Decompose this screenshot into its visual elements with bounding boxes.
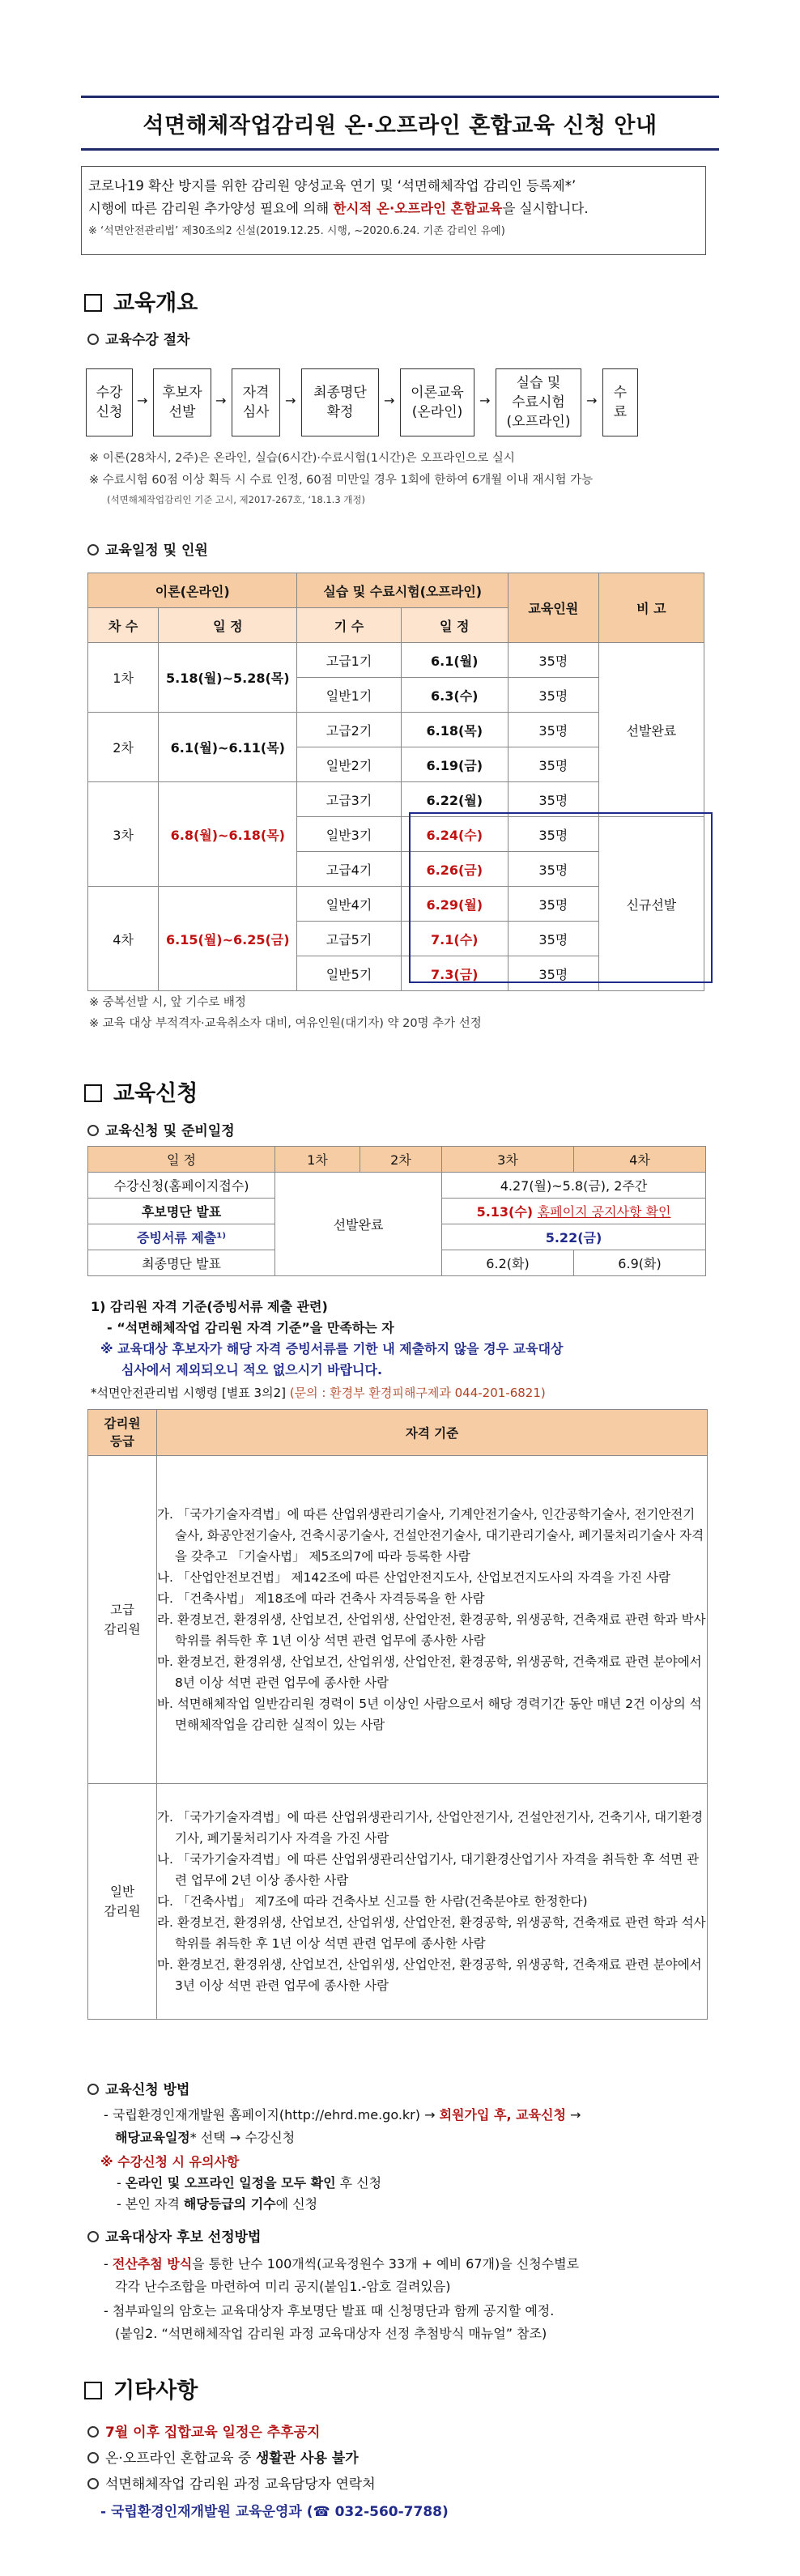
online-date: 6.15(월)~6.25(금) bbox=[159, 887, 297, 991]
criteria-item: 다. 「건축사법」 제7조에 따라 건축사보 신고를 한 사람(건축분야로 한정한다) bbox=[157, 1894, 588, 1909]
header-r1: 1차 bbox=[275, 1147, 360, 1173]
header-people: 교육인원 bbox=[508, 573, 598, 643]
arrow-icon: → bbox=[586, 393, 598, 408]
criteria-item: 라. 환경보건, 환경위생, 산업보건, 산업위생, 산업안전, 환경공학, 위생공학, 건축재료 관련 학과 박사 학위를 취득한 후 1년 이상 석면 관련 업무에 종사한 사람 bbox=[157, 1612, 706, 1648]
flow-step: 수강 신청 bbox=[86, 368, 133, 436]
table-row bbox=[88, 643, 704, 678]
header-date: 일 정 bbox=[159, 608, 297, 643]
etc-line-1: 7월 이후 집합교육 일정은 추후공지 bbox=[87, 2421, 320, 2444]
circle-bullet-icon bbox=[87, 1125, 99, 1136]
square-icon bbox=[84, 2382, 102, 2399]
header-r4: 4차 bbox=[574, 1147, 706, 1173]
term-cell: 고급5기 bbox=[297, 922, 401, 956]
criteria-item: 나. 「국가기술자격법」에 따른 산업위생관리산업기사, 대기환경산업기사 자격을 취득한 후 석면 관련 업무에 2년 이상 종사한 사람 bbox=[157, 1852, 700, 1888]
note-selected: 선발완료 bbox=[598, 643, 704, 817]
header-date2: 일 정 bbox=[401, 608, 508, 643]
circle-bullet-icon bbox=[87, 334, 99, 345]
law-reference: *석면안전관리법 시행령 [별표 3의2] (문의 : 환경부 환경피해구제과 044-201-6821) bbox=[91, 1386, 546, 1400]
header-term: 기 수 bbox=[297, 608, 401, 643]
round-cell: 4차 bbox=[88, 887, 159, 991]
circle-bullet-icon bbox=[87, 2478, 99, 2489]
phone-icon: (☎ 032-560-7788) bbox=[306, 2504, 449, 2520]
flow-note-1: ※ 이론(28차시, 2주)은 온라인, 실습(6시간)·수료시험(1시간)은 오프라인으로 실시 bbox=[89, 452, 515, 465]
term-cell: 일반5기 bbox=[297, 956, 401, 991]
level-normal: 일반 감리원 bbox=[88, 1784, 157, 2020]
people-cell: 35명 bbox=[508, 852, 598, 887]
people-cell: 35명 bbox=[508, 817, 598, 852]
flow-subtitle: 교육수강 절차 bbox=[87, 328, 189, 348]
offline-date: 6.3(수) bbox=[401, 678, 508, 713]
criteria-item: 나. 「산업안전보건법」 제142조에 따른 산업안전지도사, 산업보건지도사의 자격을 가진 사람 bbox=[157, 1570, 670, 1585]
header-offline: 실습 및 수료시험(오프라인) bbox=[297, 573, 508, 608]
people-cell: 35명 bbox=[508, 747, 598, 782]
select-line-2: 각각 난수조합을 마련하여 미리 공지(붙임1.-암호 걸려있음) bbox=[115, 2279, 451, 2294]
term-cell: 고급1기 bbox=[297, 643, 401, 678]
people-cell: 35명 bbox=[508, 956, 598, 991]
header-level: 감리원 등급 bbox=[88, 1410, 157, 1456]
arrow-icon: → bbox=[215, 393, 227, 408]
etc-line-2: 온·오프라인 혼합교육 중 생활관 사용 불가 bbox=[87, 2447, 359, 2470]
square-icon bbox=[84, 294, 102, 312]
people-cell: 35명 bbox=[508, 643, 598, 678]
section-title-apply: 교육신청 bbox=[84, 1075, 198, 1107]
header-r3: 3차 bbox=[442, 1147, 574, 1173]
footnote-b1: ※ 교육대상 후보자가 해당 자격 증빙서류를 기한 내 제출하지 않을 경우 교육대상 bbox=[100, 1341, 564, 1356]
criteria-item: 라. 환경보건, 환경위생, 산업보건, 산업위생, 산업안전, 환경공학, 위생공학, 건축재료 관련 학과 석사 학위를 취득한 후 1년 이상 석면 관련 업무에 종사한 사람 bbox=[157, 1915, 706, 1951]
arrow-icon: → bbox=[384, 393, 395, 408]
header-schedule: 일 정 bbox=[88, 1147, 275, 1173]
method-subtitle: 교육신청 방법 bbox=[87, 2078, 189, 2098]
online-date: 6.8(월)~6.18(목) bbox=[159, 782, 297, 887]
offline-date: 6.22(월) bbox=[401, 782, 508, 817]
qualification-table bbox=[87, 1409, 708, 2020]
term-cell: 일반4기 bbox=[297, 887, 401, 922]
new-selection-frame bbox=[409, 812, 713, 983]
flow-step: 실습 및 수료시험 (오프라인) bbox=[496, 368, 581, 436]
term-cell: 고급3기 bbox=[297, 782, 401, 817]
criteria-item: 마. 환경보건, 환경위생, 산업보건, 산업위생, 산업안전, 환경공학, 위생공학, 건축재료 관련 분야에서 3년 이상 석면 관련 업무에 종사한 사람 bbox=[157, 1957, 702, 1993]
final-date-3: 6.2(화) bbox=[442, 1250, 574, 1276]
select-line-4: (붙임2. “석면해체작업 감리원 과정 교육대상자 선정 추첨방식 매뉴얼” 참조) bbox=[115, 2326, 547, 2341]
method-line-4: - 온라인 및 오프라인 일정을 모두 확인 후 신청 bbox=[117, 2175, 382, 2191]
offline-date: 6.24(수) bbox=[401, 817, 508, 852]
row-label: 최종명단 발표 bbox=[88, 1250, 275, 1276]
offline-date: 6.1(월) bbox=[401, 643, 508, 678]
round-cell: 2차 bbox=[88, 713, 159, 782]
apply-dates: 4.27(월)~5.8(금), 2주간 bbox=[442, 1173, 706, 1199]
table-row bbox=[88, 1456, 708, 1784]
schedule-foot-1: ※ 중복선발 시, 앞 기수로 배정 bbox=[89, 996, 246, 1009]
normal-criteria bbox=[157, 1784, 708, 2020]
flow-step: 수 료 bbox=[602, 368, 638, 436]
people-cell: 35명 bbox=[508, 887, 598, 922]
people-cell: 35명 bbox=[508, 713, 598, 747]
header-round: 차 수 bbox=[88, 608, 159, 643]
offline-date: 6.18(목) bbox=[401, 713, 508, 747]
header-standard: 자격 기준 bbox=[157, 1410, 708, 1456]
method-line-1: - 국립환경인재개발원 홈페이지(http://ehrd.me.go.kr) → 회원가입 후, 교육신청 → bbox=[104, 2107, 581, 2123]
term-cell: 고급2기 bbox=[297, 713, 401, 747]
row-label: 후보명단 발표 bbox=[88, 1199, 275, 1224]
people-cell: 35명 bbox=[508, 678, 598, 713]
note-new: 신규선발 bbox=[598, 817, 704, 991]
high-criteria bbox=[157, 1456, 708, 1784]
method-line-5: - 본인 자격 해당등급의 기수에 신청 bbox=[117, 2196, 318, 2212]
offline-date: 6.26(금) bbox=[401, 852, 508, 887]
header-note: 비 고 bbox=[598, 573, 704, 643]
online-date: 6.1(월)~6.11(목) bbox=[159, 713, 297, 782]
select-subtitle: 교육대상자 후보 선정방법 bbox=[87, 2225, 261, 2246]
row-label: 수강신청(홈페이지접수) bbox=[88, 1173, 275, 1199]
apply-done: 선발완료 bbox=[275, 1173, 442, 1276]
circle-bullet-icon bbox=[87, 544, 99, 556]
level-high: 고급 감리원 bbox=[88, 1456, 157, 1784]
intro-box bbox=[81, 166, 706, 255]
arrow-icon: → bbox=[285, 393, 296, 408]
schedule-subtitle: 교육일정 및 인원 bbox=[87, 539, 208, 559]
footnote-b2: 심사에서 제외되오니 적오 없으시기 바랍니다. bbox=[121, 1362, 383, 1377]
square-icon bbox=[84, 1084, 102, 1102]
row-label: 증빙서류 제출¹⁾ bbox=[88, 1224, 275, 1250]
offline-date: 6.29(월) bbox=[401, 887, 508, 922]
method-line-3: ※ 수강신청 시 유의사항 bbox=[100, 2154, 240, 2169]
term-cell: 일반3기 bbox=[297, 817, 401, 852]
round-cell: 1차 bbox=[88, 643, 159, 713]
criteria-item: 가. 「국가기술자격법」에 따른 산업위생관리기사, 산업안전기사, 건설안전기사, 건축기사, 대기환경기사, 폐기물처리기사 자격을 가진 사람 bbox=[157, 1810, 704, 1846]
offline-date: 7.1(수) bbox=[401, 922, 508, 956]
method-line-2: 해당교육일정* 선택 → 수강신청 bbox=[115, 2130, 296, 2145]
circle-bullet-icon bbox=[87, 2231, 99, 2242]
header-online: 이론(온라인) bbox=[88, 573, 297, 608]
term-cell: 일반2기 bbox=[297, 747, 401, 782]
section-title-etc: 기타사항 bbox=[84, 2373, 198, 2404]
flow-step: 자격 심사 bbox=[232, 368, 280, 436]
arrow-icon: → bbox=[137, 393, 148, 408]
etc-line-4: - 국립환경인재개발원 교육운영과 (☎ 032-560-7788) bbox=[100, 2504, 449, 2520]
intro-line-2: 시행에 따른 감리원 추가양성 필요에 의해 한시적 온·오프라인 혼합교육을 실시합니다. bbox=[88, 201, 589, 216]
term-cell: 일반1기 bbox=[297, 678, 401, 713]
criteria-item: 바. 석면해체작업 일반감리원 경력이 5년 이상인 사람으로서 해당 경력기간 동안 매년 2건 이상의 석면해체작업을 감리한 실적이 있는 사람 bbox=[157, 1697, 702, 1732]
announce-date: 5.13(수) 홈페이지 공지사항 확인 bbox=[442, 1199, 706, 1224]
circle-bullet-icon bbox=[87, 2426, 99, 2438]
schedule-foot-2: ※ 교육 대상 부적격자·교육취소자 대비, 여유인원(대기자) 약 20명 추가 선정 bbox=[89, 1017, 482, 1030]
select-line-1: - 전산추첨 방식을 통한 난수 100개씩(교육정원수 33개 + 예비 67개)을 신청수별로 bbox=[104, 2256, 580, 2272]
etc-line-3: 석면해체작업 감리원 과정 교육담당자 연락처 bbox=[87, 2473, 376, 2496]
people-cell: 35명 bbox=[508, 782, 598, 817]
title-box bbox=[81, 96, 719, 151]
apply-subtitle: 교육신청 및 준비일정 bbox=[87, 1119, 235, 1139]
select-line-3: - 첨부파일의 암호는 교육대상자 후보명단 발표 때 신청명단과 함께 공지할 예정. bbox=[104, 2303, 555, 2318]
flow-step: 후보자 선발 bbox=[153, 368, 211, 436]
flow-note-3: (석면해체작업감리인 기준 고시, 제2017-267호, ‘18.1.3 개정) bbox=[107, 494, 366, 505]
round-cell: 3차 bbox=[88, 782, 159, 887]
term-cell: 고급4기 bbox=[297, 852, 401, 887]
circle-bullet-icon bbox=[87, 2452, 99, 2463]
footnote-title: 1) 감리원 자격 기준(증빙서류 제출 관련) bbox=[91, 1299, 328, 1314]
flow-step: 이론교육 (온라인) bbox=[400, 368, 474, 436]
intro-line-3: ※ ‘석면안전관리법’ 제30조의2 신설(2019.12.25. 시행, ~2020.6.24. 기존 감리인 유예) bbox=[88, 225, 505, 237]
flow-note-2: ※ 수료시험 60점 이상 획득 시 수료 인정, 60점 미만일 경우 1회에 한하여 6개월 이내 재시험 가능 bbox=[89, 474, 594, 487]
section-title-overview: 교육개요 bbox=[84, 285, 198, 317]
criteria-item: 다. 「건축사법」 제18조에 따라 건축사 자격등록을 한 사람 bbox=[157, 1591, 485, 1606]
flow-step: 최종명단 확정 bbox=[301, 368, 379, 436]
table-row bbox=[88, 1173, 706, 1199]
header-r2: 2차 bbox=[360, 1147, 442, 1173]
criteria-item: 마. 환경보건, 환경위생, 산업보건, 산업위생, 산업안전, 환경공학, 위생공학, 건축재료 관련 분야에서 8년 이상 석면 관련 업무에 종사한 사람 bbox=[157, 1654, 702, 1690]
online-date: 5.18(월)~5.28(목) bbox=[159, 643, 297, 713]
process-flow bbox=[86, 368, 726, 441]
people-cell: 35명 bbox=[508, 922, 598, 956]
apply-table bbox=[87, 1146, 706, 1276]
final-date-4: 6.9(화) bbox=[574, 1250, 706, 1276]
footnote-a: - “석면해체작업 감리원 자격 기준”을 만족하는 자 bbox=[107, 1320, 394, 1335]
offline-date: 6.19(금) bbox=[401, 747, 508, 782]
criteria-item: 가. 「국가기술자격법」에 따른 산업위생관리기술사, 기계안전기술사, 인간공학기술사, 전기안전기술사, 화공안전기술사, 건축시공기술사, 건설안전기술사, 대기관리기술사, 폐기물처리기술사 자격을 갖추고 「기술사법」 제5조의7에 따라 등록한 사람 bbox=[157, 1507, 704, 1564]
page-title: 석면해체작업감리원 온·오프라인 혼합교육 신청 안내 bbox=[143, 113, 657, 138]
arrow-icon: → bbox=[479, 393, 491, 408]
circle-bullet-icon bbox=[87, 2084, 99, 2095]
intro-line-1: 코로나19 확산 방지를 위한 감리원 양성교육 연기 및 ‘석면해체작업 감리인 등록제*’ bbox=[88, 178, 577, 194]
submit-date: 5.22(금) bbox=[442, 1224, 706, 1250]
offline-date: 7.3(금) bbox=[401, 956, 508, 991]
table-row bbox=[88, 1784, 708, 2020]
